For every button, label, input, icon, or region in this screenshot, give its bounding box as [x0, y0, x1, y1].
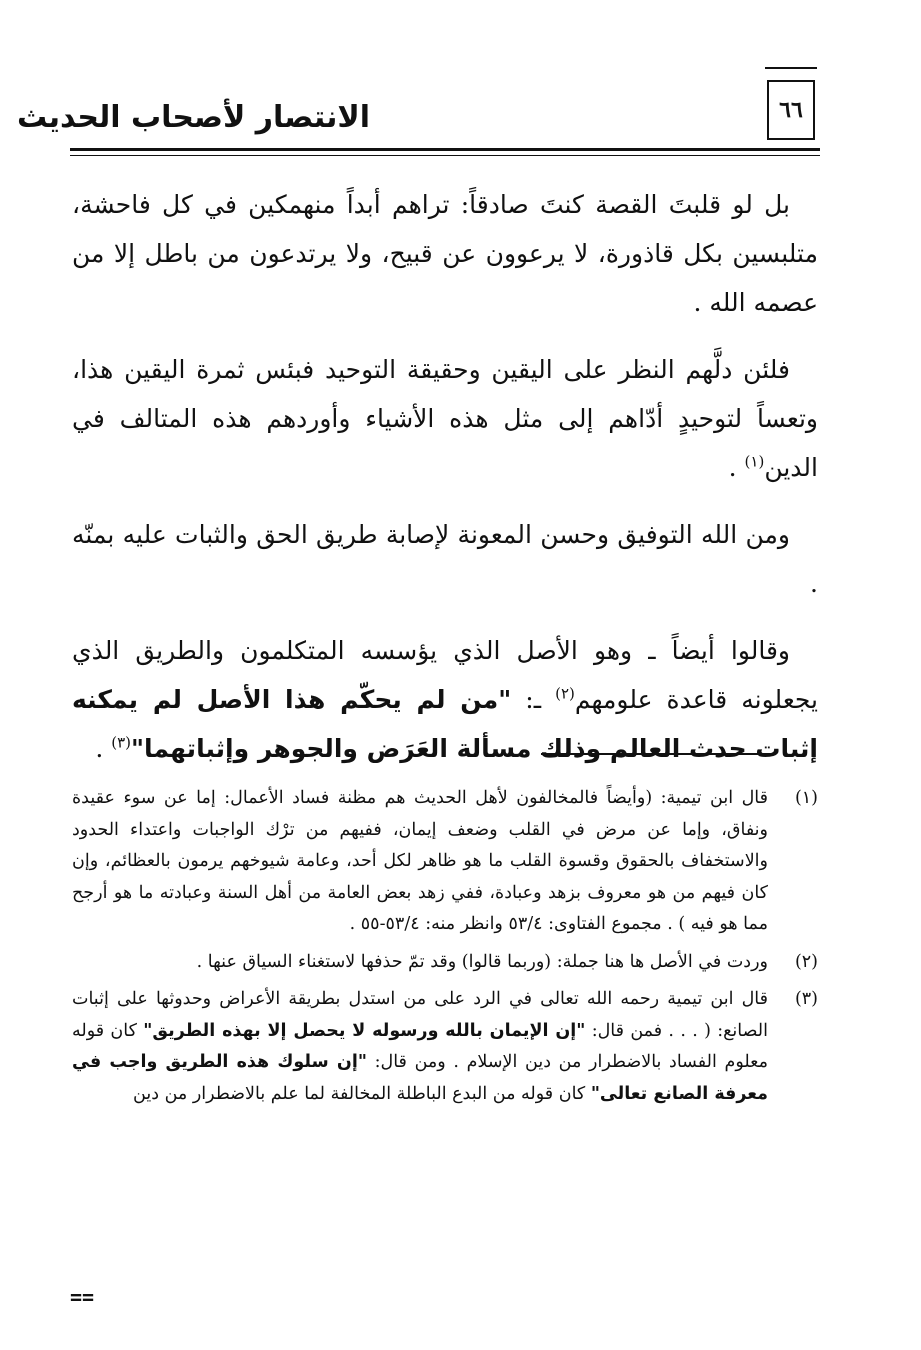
header-rule-thick: [70, 148, 820, 151]
paragraph-2-end: .: [728, 453, 745, 482]
footnote-separator: [541, 753, 771, 755]
running-title: الانتصار لأصحاب الحديث: [17, 100, 370, 135]
footnote-3-text-c: كان قوله من البدع الباطلة المخالفة لما علم بالاضطرار من دين: [133, 1083, 591, 1104]
continuation-mark: ==: [70, 1285, 95, 1309]
footnote-3-text: [72, 984, 768, 1110]
footnotes: [72, 783, 818, 1116]
footnote-3-text-a: قال ابن تيمية رحمه الله تعالى في الرد على من استدل بطريقة الأعراض وحدوثها على إثبات الصانع: ( . . . فمن قال:: [72, 989, 769, 1041]
paragraph-3: ومن الله التوفيق وحسن المعونة لإصابة طريق الحق والثبات عليه بمنّه .: [72, 520, 818, 598]
footnote-2-number: (٢): [794, 951, 818, 972]
footnote-3-quote-2: "إن سلوك هذه الطريق واجب في معرفة الصانع تعالى": [72, 1052, 768, 1104]
footnote-3-number: (٣): [794, 989, 818, 1009]
footnote-2-text: وردت في الأصل ها هنا جملة: (وربما قالوا) وقد تمّ حذفها لاستغناء السياق عنها .: [196, 951, 768, 972]
footnote-ref-1[interactable]: (١): [744, 452, 765, 471]
main-text: [72, 180, 818, 791]
paragraph-1: بل لو قلبتَ القصة كنتَ صادقاً: تراهم أبداً منهمكين في كل فاحشة، متلبسين بكل قاذورة، لا يرعوون عن قبيح، ولا يرتدعون من باطل إلا من عصمه الله .: [72, 190, 818, 317]
paragraph-4-dash: ـ:: [511, 685, 556, 714]
footnote-2: [72, 947, 818, 979]
footnote-1-text: قال ابن تيمية: (وأيضاً فالمخالفون لأهل الحديث هم مظنة فساد الأعمال: إما عن سوء عقيدة ونفاق، وإما عن مرض في القلب وضعف إيمان، ففيهم من ترْك الواجبات واعتداء الحدود والاستخفاف بالحقوق وقسوة القلب ما هو ظاهر لكل أحد، وعامة شيوخهم يرمون بالعظائم، وإن كان فيهم من هو معروف بزهد وعبادة، ففي زهد بعض العامة من أهل السنة وعبادته ما هو أرجح مما هو فيه ) . مجموع الفتاوى: ٥٣/٤ وانظر منه: ٥٣/٤-٥٥ .: [72, 788, 768, 934]
paragraph-2: [72, 345, 818, 492]
footnote-3-quote-1: "إن الإيمان بالله ورسوله لا يحصل إلا بهذه الطريق": [143, 1020, 586, 1041]
footnote-ref-3[interactable]: (٣): [111, 733, 131, 752]
paragraph-4: [72, 626, 818, 773]
page-number: ٦٦: [767, 80, 815, 140]
footnote-ref-2[interactable]: (٢): [555, 684, 575, 703]
quoted-statement: "من لم يحكّم هذا الأصل لم يمكنه إثبات حدث العالم وذلك مسألة العَرَض والجوهر وإثباتهما": [72, 685, 818, 763]
footnote-3-text-b: كان قوله معلوم الفساد بالاضطرار من دين الإسلام . ومن قال:: [72, 1020, 768, 1072]
footnote-1-number: (١): [794, 788, 818, 808]
footnote-3: [72, 984, 818, 1110]
footnote-1: [72, 783, 818, 941]
page-number-tick: [765, 67, 817, 69]
paragraph-2-text: فلئن دلَّهم النظر على اليقين وحقيقة التوحيد فبئس ثمرة اليقين هذا، وتعساً لتوحيدٍ أدّاهم إلى مثل هذه الأشياء وأوردهم هذه المتالف في الدين: [72, 355, 818, 482]
paragraph-4-end: .: [95, 734, 112, 763]
paragraph-4-start: وقالوا أيضاً ـ وهو الأصل الذي يؤسسه المتكلمون والطريق الذي يجعلونه قاعدة علومهم: [72, 636, 818, 714]
header-rule-thin: [70, 155, 820, 156]
